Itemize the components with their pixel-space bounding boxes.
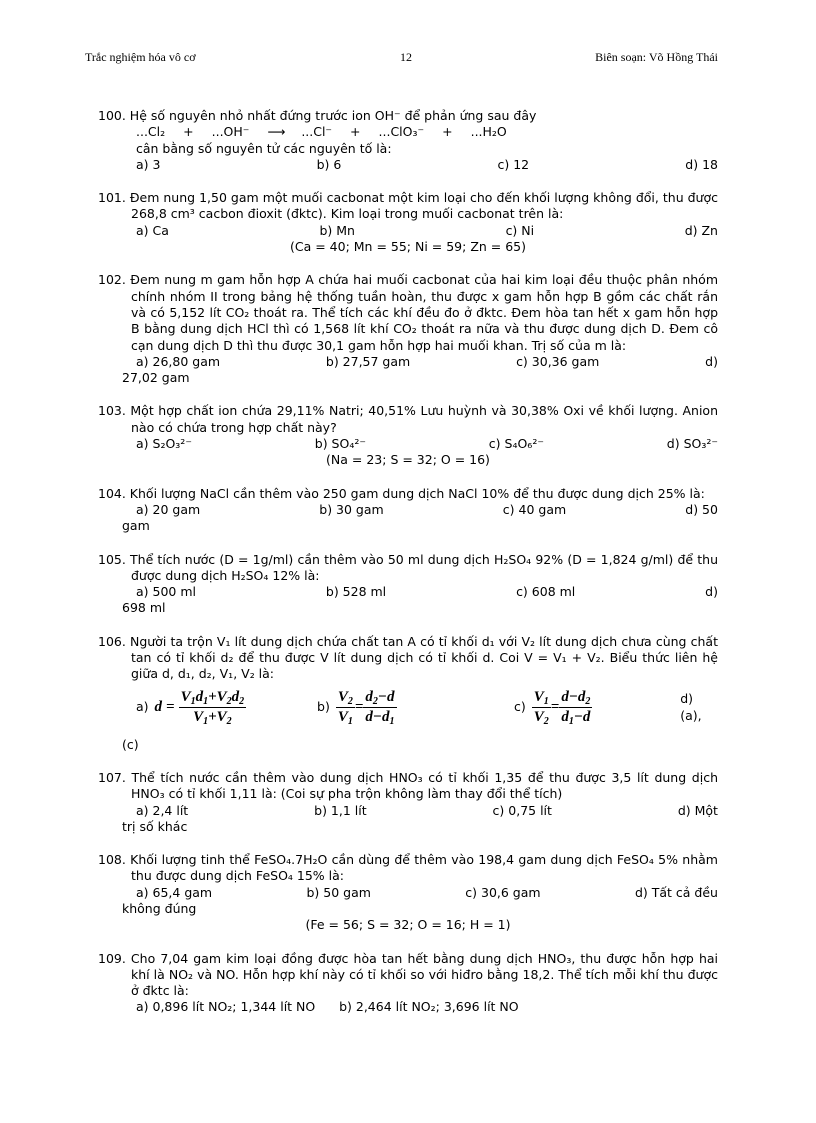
question-stem: 103. Một hợp chất ion chứa 29,11% Natri; 40,51% Lưu huỳnh và 30,38% Oxi về khối lượng. Anion nào có chứa trong hợp chất này?: [98, 403, 718, 435]
question-104: [98, 486, 718, 535]
options-row: [98, 885, 718, 901]
formula-options-row: [98, 683, 718, 733]
option-d: d): [705, 584, 718, 600]
options-row: [98, 502, 718, 518]
question-list: [98, 108, 718, 1033]
options-row: [98, 803, 718, 819]
option-c: c) Ni: [505, 222, 535, 238]
option-b: b) 1,1 lít: [314, 802, 367, 818]
option-d-wrap: gam: [122, 518, 150, 534]
option-c: c) 0,75 lít: [492, 802, 552, 818]
option-d-wrap: không đúng: [122, 900, 197, 916]
atomic-mass-note: (Na = 23; S = 32; O = 16): [326, 452, 490, 468]
option-d: d) Zn: [684, 222, 718, 238]
option-a: a) 26,80 gam: [136, 353, 221, 369]
options-row: [98, 436, 718, 452]
question-stem: 100. Hệ số nguyên nhỏ nhất đứng trước ion OH⁻ để phản ứng sau đây: [98, 108, 537, 123]
option-a: a) 65,4 gam: [136, 884, 213, 900]
option-d-label: d) (a),: [680, 691, 702, 723]
eq-arrow-icon: ⟶: [267, 124, 284, 140]
options-row: [98, 584, 718, 600]
option-a: a) 3: [136, 156, 161, 172]
option-a: a) 0,896 lít NO₂; 1,344 lít NO: [136, 999, 316, 1015]
formula-c: $\frac{V_1}{V_2}$ = $\frac{d-d_2}{d_1-d}$: [533, 689, 591, 728]
question-stem: 106. Người ta trộn V₁ lít dung dịch chứa chất tan A có tỉ khối d₁ với V₂ lít dung dịch chưa cùng chất tan có tỉ khối d₂ để thu được V lít dung dịch có tỉ khối d. Coi V = V₁ + V₂. Biểu thức liên hệ giữa d, d₁, d₂, V₁, V₂ là:: [98, 633, 718, 682]
option-d-wrap: (c): [122, 736, 139, 752]
option-b: b) 2,464 lít NO₂; 3,696 lít NO: [339, 999, 519, 1015]
question-stem: 102. Đem nung m gam hỗn hợp A chứa hai muối cacbonat của hai kim loại đều thuộc phân nhóm chính nhóm II trong bảng hệ thống tuần hoàn, thu được x gam hỗn hợp B gồm các chất rắn và có 5,152 lít CO₂ thoát ra. Thể tích các khí đều đo ở đktc. Đem hòa tan hết x gam hỗn hợp B bằng dung dịch HCl thì có 1,568 lít khí CO₂ thoát ra nữa và thu được dung dịch D. Đem cô cạn dung dịch D thì thu được 30,1 gam hỗn hợp hai muối khan. Trị số của m là:: [98, 272, 718, 353]
eq-term: ...ClO₃⁻: [378, 124, 425, 140]
option-d-wrap: 27,02 gam: [122, 370, 190, 386]
header-left: Trắc nghiệm hóa vô cơ: [85, 50, 196, 64]
question-stem: 109. Cho 7,04 gam kim loại đồng được hòa tan hết bằng dung dịch HNO₃, thu được hỗn hợp hai khí là NO₂ và NO. Hỗn hợp khí này có tỉ khối so với hiđro bằng 18,2. Thể tích mỗi khí thu được ở đktc là:: [98, 950, 718, 999]
option-c: c) S₄O₆²⁻: [488, 436, 544, 452]
options-row: [98, 157, 718, 173]
question-107: [98, 770, 718, 835]
option-a: a) Ca: [136, 222, 169, 238]
option-d: d) Tất cả đều: [634, 884, 718, 900]
option-d-wrap: trị số khác: [122, 818, 188, 834]
question-stem: 107. Thể tích nước cần thêm vào dung dịch HNO₃ có tỉ khối 1,35 để thu được 3,5 lít dung dịch HNO₃ có tỉ khối 1,11 là: (Coi sự pha trộn không làm thay đổi thể tích): [98, 769, 718, 802]
eq-plus: +: [442, 124, 453, 140]
option-d: d) SO₃²⁻: [666, 436, 718, 452]
options-row: [98, 999, 718, 1015]
option-b: b) 50 gam: [306, 884, 371, 900]
question-102: [98, 272, 718, 386]
option-a: a) 20 gam: [136, 501, 201, 517]
eq-term: ...OH⁻: [211, 124, 250, 140]
formula-a: d = $\frac{V_1d_1+V_2d_2}{V_1+V_2}$: [154, 689, 245, 728]
header-right: Biên soạn: Võ Hồng Thái: [595, 50, 718, 64]
option-b: b) Mn: [319, 222, 355, 238]
option-c: c) 608 ml: [516, 584, 576, 600]
option-c-label: c): [514, 699, 526, 715]
question-100: [98, 108, 718, 173]
option-b: b) 528 ml: [325, 584, 387, 600]
option-b: b) SO₄²⁻: [314, 436, 366, 452]
question-108: [98, 852, 718, 933]
question-106: [98, 634, 718, 753]
question-stem: 104. Khối lượng NaCl cần thêm vào 250 gam dung dịch NaCl 10% để thu được dung dịch 25% là:: [98, 485, 705, 501]
option-b-label: b): [317, 699, 330, 715]
reaction-equation: [98, 124, 718, 140]
eq-term: ...Cl₂: [136, 124, 166, 140]
option-a: a) 2,4 lít: [136, 802, 189, 818]
option-d: d) Một: [677, 802, 718, 818]
option-a: a) S₂O₃²⁻: [136, 436, 192, 452]
eq-plus: +: [183, 124, 194, 140]
formula-b: $\frac{V_2}{V_1}$ = $\frac{d_2-d}{d-d_1}$: [337, 689, 395, 728]
option-d-wrap: 698 ml: [122, 600, 166, 616]
option-a: a) 500 ml: [136, 584, 196, 600]
option-d: d) 50: [685, 501, 718, 517]
eq-term: ...H₂O: [470, 124, 507, 140]
option-d: d) 18: [685, 156, 718, 172]
question-stem: 108. Khối lượng tinh thể FeSO₄.7H₂O cần dùng để thêm vào 198,4 gam dung dịch FeSO₄ 5% nhằm thu được dung dịch FeSO₄ 15% là:: [98, 852, 718, 884]
question-103: [98, 403, 718, 468]
options-row: [98, 354, 718, 370]
atomic-mass-note: (Ca = 40; Mn = 55; Ni = 59; Zn = 65): [289, 239, 527, 255]
eq-term: ...Cl⁻: [301, 124, 333, 140]
option-c: c) 30,36 gam: [516, 353, 600, 369]
eq-plus: +: [350, 124, 361, 140]
option-b: b) 27,57 gam: [325, 353, 411, 369]
option-a-label: a): [136, 699, 149, 715]
option-b: b) 30 gam: [319, 501, 384, 517]
option-b: b) 6: [316, 156, 342, 172]
question-109: [98, 951, 718, 1016]
option-d: d): [705, 353, 718, 369]
atomic-mass-note: (Fe = 56; S = 32; O = 16; H = 1): [305, 917, 511, 933]
question-105: [98, 552, 718, 617]
question-stem-tail: cân bằng số nguyên tử các nguyên tố là:: [136, 140, 392, 156]
page-number: 12: [400, 50, 412, 64]
question-stem: 105. Thể tích nước (D = 1g/ml) cần thêm vào 50 ml dung dịch H₂SO₄ 92% (D = 1,824 g/ml) để thu được dung dịch H₂SO₄ 12% là:: [98, 551, 718, 583]
options-row: [98, 223, 718, 239]
option-c: c) 12: [497, 156, 530, 172]
option-c: c) 40 gam: [502, 501, 567, 517]
question-101: [98, 190, 718, 255]
option-c: c) 30,6 gam: [465, 884, 541, 900]
question-stem: 101. Đem nung 1,50 gam một muối cacbonat một kim loại cho đến khối lượng không đổi, thu được 268,8 cm³ cacbon đioxit (đktc). Kim loại trong muối cacbonat trên là:: [98, 190, 718, 222]
